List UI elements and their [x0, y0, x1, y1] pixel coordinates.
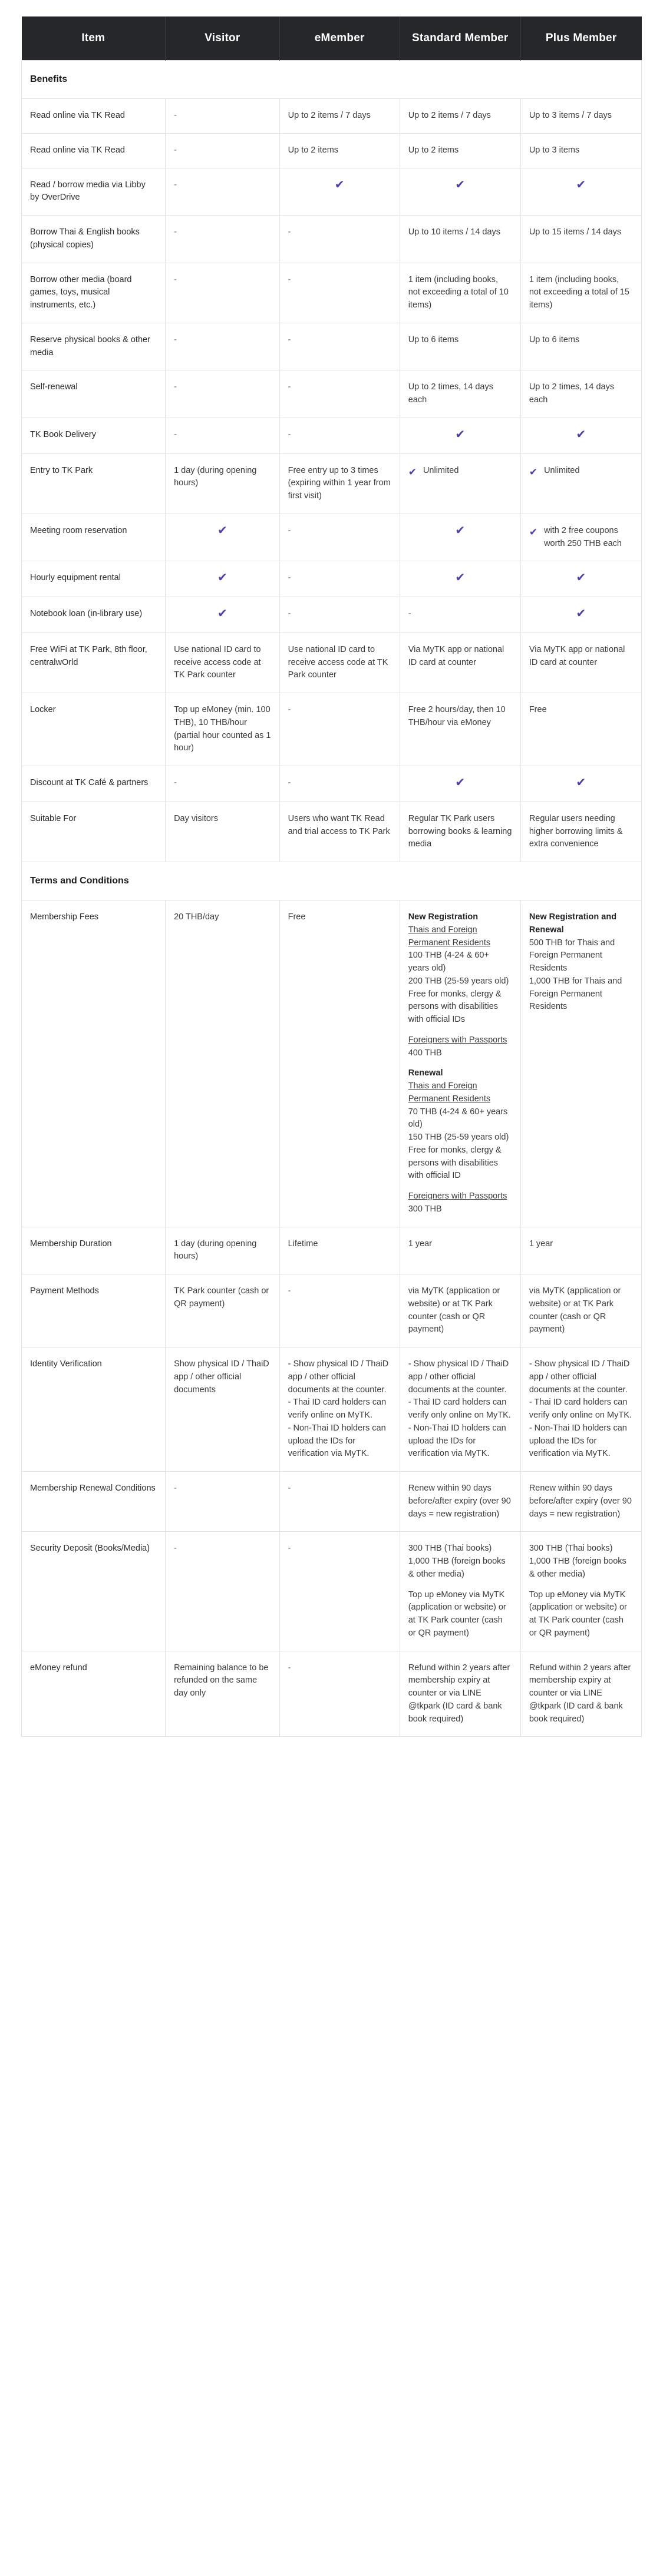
cell-visitor: 1 day (during opening hours)	[166, 1227, 280, 1274]
value-with-check	[529, 465, 633, 480]
cell-emember: -	[279, 1532, 400, 1651]
cell-item: eMoney refund	[22, 1651, 166, 1737]
spacer	[529, 1581, 633, 1589]
cell-plus-member: via MyTK (application or website) or at TK Park counter (cash or QR payment)	[520, 1274, 641, 1347]
cell-item: Discount at TK Café & partners	[22, 766, 166, 802]
cell-emember: -	[279, 1472, 400, 1532]
fee-line: 70 THB (4-24 & 60+ years old)	[408, 1107, 508, 1130]
cell-item: Payment Methods	[22, 1274, 166, 1347]
section-title: Benefits	[22, 61, 642, 99]
cell-item: Free WiFi at TK Park, 8th floor, centralwOrld	[22, 633, 166, 693]
fee-line: 300 THB (Thai books)	[408, 1544, 492, 1554]
column-header-plus-member: Plus Member	[520, 16, 641, 61]
cell-item: Notebook loan (in-library use)	[22, 597, 166, 633]
cell-standard-member: Up to 2 items / 7 days	[400, 99, 520, 134]
cell-emember: Free entry up to 3 times (expiring within 1 year from first visit)	[279, 453, 400, 514]
cell-item: Meeting room reservation	[22, 514, 166, 561]
cell-emember: -	[279, 323, 400, 370]
cell-plus-member	[520, 900, 641, 1227]
cell-emember: Up to 2 items / 7 days	[279, 99, 400, 134]
fee-line: Top up eMoney via MyTK (application or website) or at TK Park counter (cash or QR payment)	[408, 1590, 506, 1638]
table-row	[22, 1227, 642, 1274]
fee-line: 1,000 THB (foreign books & other media)	[529, 1557, 626, 1579]
checkmark-icon: ✔	[529, 466, 538, 478]
checkmark-icon: ✔	[334, 178, 345, 191]
checkmark-icon: ✔	[217, 524, 227, 537]
fee-line: 1,000 THB for Thais and Foreign Permanent Residents	[529, 976, 622, 1012]
cell-standard-member: Regular TK Park users borrowing books & learning media	[400, 802, 520, 862]
cell-emember: -	[279, 597, 400, 633]
table-row	[22, 1472, 642, 1532]
section-row	[22, 61, 642, 99]
detail-line: - Thai ID card holders can verify only online on MyTK.	[408, 1398, 511, 1420]
checkmark-icon: ✔	[576, 607, 586, 620]
cell-plus-member: Via MyTK app or national ID card at counter	[520, 633, 641, 693]
cell-visitor: Remaining balance to be refunded on the same day only	[166, 1651, 280, 1737]
table-row	[22, 766, 642, 802]
table-row	[22, 133, 642, 168]
cell-standard-member: Free 2 hours/day, then 10 THB/hour via eMoney	[400, 693, 520, 766]
cell-visitor: -	[166, 168, 280, 216]
spacer	[408, 1183, 512, 1190]
cell-visitor: -	[166, 1472, 280, 1532]
cell-visitor: Use national ID card to receive access code at TK Park counter	[166, 633, 280, 693]
cell-visitor	[166, 561, 280, 597]
value-with-check	[529, 525, 633, 551]
section-title: Terms and Conditions	[22, 862, 642, 900]
fee-heading: New Registration	[408, 912, 479, 922]
cell-standard-member	[400, 418, 520, 453]
table-row	[22, 263, 642, 323]
cell-emember: Free	[279, 900, 400, 1227]
table-row	[22, 1651, 642, 1737]
table-row	[22, 1274, 642, 1347]
cell-item: Locker	[22, 693, 166, 766]
cell-emember: -	[279, 418, 400, 453]
cell-plus-member	[520, 1532, 641, 1651]
table-row	[22, 802, 642, 862]
fee-subheading: Thais and Foreign Permanent Residents	[408, 1081, 491, 1104]
cell-plus-member	[520, 597, 641, 633]
cell-plus-member: Up to 2 times, 14 days each	[520, 370, 641, 418]
cell-item: Suitable For	[22, 802, 166, 862]
cell-item: Entry to TK Park	[22, 453, 166, 514]
cell-text: Unlimited	[544, 465, 580, 475]
cell-standard-member: Refund within 2 years after membership expiry at counter or via LINE @tkpark (ID card & bank book required)	[400, 1651, 520, 1737]
cell-plus-member: Up to 15 items / 14 days	[520, 216, 641, 263]
cell-visitor: TK Park counter (cash or QR payment)	[166, 1274, 280, 1347]
cell-standard-member: -	[400, 597, 520, 633]
fee-line: 500 THB for Thais and Foreign Permanent Residents	[529, 938, 615, 973]
cell-plus-member: Free	[520, 693, 641, 766]
detail-line: - Show physical ID / ThaiD app / other official documents at the counter.	[408, 1359, 509, 1395]
cell-item: Security Deposit (Books/Media)	[22, 1532, 166, 1651]
cell-text: with 2 free coupons worth 250 THB each	[544, 525, 622, 548]
cell-emember: Up to 2 items	[279, 133, 400, 168]
detail-line: - Non-Thai ID holders can upload the IDs for verification via MyTK.	[408, 1423, 506, 1459]
cell-plus-member	[520, 418, 641, 453]
checkmark-icon: ✔	[576, 428, 586, 441]
cell-emember: -	[279, 1274, 400, 1347]
cell-emember: -	[279, 514, 400, 561]
table-row	[22, 597, 642, 633]
fee-line: 300 THB	[408, 1204, 442, 1214]
cell-plus-member	[520, 453, 641, 514]
header-row	[22, 16, 642, 61]
cell-standard-member: 1 item (including books, not exceeding a total of 10 items)	[400, 263, 520, 323]
cell-standard-member	[400, 900, 520, 1227]
cell-emember: -	[279, 1651, 400, 1737]
checkmark-icon: ✔	[576, 571, 586, 585]
table-row	[22, 99, 642, 134]
spacer	[408, 1581, 512, 1589]
column-header-item: Item	[22, 16, 166, 61]
cell-standard-member: Up to 6 items	[400, 323, 520, 370]
detail-line: - Show physical ID / ThaiD app / other official documents at the counter.	[288, 1359, 389, 1395]
cell-item: Self-renewal	[22, 370, 166, 418]
cell-standard-member	[400, 766, 520, 802]
cell-visitor: 20 THB/day	[166, 900, 280, 1227]
cell-plus-member: 1 year	[520, 1227, 641, 1274]
cell-visitor: -	[166, 133, 280, 168]
cell-standard-member	[400, 168, 520, 216]
column-header-emember: eMember	[279, 16, 400, 61]
table-row	[22, 633, 642, 693]
detail-line: - Non-Thai ID holders can upload the IDs for verification via MyTK.	[288, 1423, 386, 1459]
checkmark-icon: ✔	[455, 428, 466, 441]
table-row	[22, 418, 642, 453]
cell-visitor: Day visitors	[166, 802, 280, 862]
cell-item: Hourly equipment rental	[22, 561, 166, 597]
fee-line: Top up eMoney via MyTK (application or website) or at TK Park counter (cash or QR payment)	[529, 1590, 627, 1638]
fee-line: 200 THB (25-59 years old)	[408, 976, 509, 986]
table-body	[22, 61, 642, 1737]
cell-visitor: -	[166, 766, 280, 802]
column-header-visitor: Visitor	[166, 16, 280, 61]
checkmark-icon: ✔	[408, 466, 417, 478]
table-row	[22, 561, 642, 597]
detail-line: - Non-Thai ID holders can upload the IDs for verification via MyTK.	[529, 1423, 627, 1459]
cell-plus-member: Renew within 90 days before/after expiry (over 90 days = new registration)	[520, 1472, 641, 1532]
section-row	[22, 862, 642, 900]
cell-plus-member: Up to 3 items / 7 days	[520, 99, 641, 134]
cell-standard-member	[400, 1347, 520, 1472]
fee-heading: New Registration and Renewal	[529, 912, 617, 935]
cell-standard-member: Up to 10 items / 14 days	[400, 216, 520, 263]
checkmark-icon: ✔	[529, 526, 538, 538]
cell-visitor: -	[166, 1532, 280, 1651]
cell-item: Read online via TK Read	[22, 99, 166, 134]
cell-visitor: -	[166, 99, 280, 134]
cell-standard-member	[400, 453, 520, 514]
fee-subheading: Foreigners with Passports	[408, 1035, 507, 1045]
cell-plus-member	[520, 1347, 641, 1472]
cell-visitor: -	[166, 216, 280, 263]
cell-item: Membership Fees	[22, 900, 166, 1227]
cell-item: Membership Duration	[22, 1227, 166, 1274]
cell-visitor: Show physical ID / ThaiD app / other official documents	[166, 1347, 280, 1472]
cell-visitor: Top up eMoney (min. 100 THB), 10 THB/hour (partial hour counted as 1 hour)	[166, 693, 280, 766]
table-row	[22, 453, 642, 514]
table-header	[22, 16, 642, 61]
cell-standard-member	[400, 1532, 520, 1651]
cell-item: TK Book Delivery	[22, 418, 166, 453]
table-row	[22, 323, 642, 370]
cell-item: Membership Renewal Conditions	[22, 1472, 166, 1532]
table-row	[22, 370, 642, 418]
column-header-standard-member: Standard Member	[400, 16, 520, 61]
table-row	[22, 514, 642, 561]
cell-standard-member: 1 year	[400, 1227, 520, 1274]
checkmark-icon: ✔	[576, 776, 586, 789]
cell-plus-member: 1 item (including books, not exceeding a total of 15 items)	[520, 263, 641, 323]
cell-visitor	[166, 597, 280, 633]
checkmark-icon: ✔	[455, 571, 466, 585]
cell-item: Borrow other media (board games, toys, musical instruments, etc.)	[22, 263, 166, 323]
membership-comparison-table	[21, 16, 642, 1737]
cell-visitor: -	[166, 323, 280, 370]
cell-emember: -	[279, 263, 400, 323]
cell-standard-member: Renew within 90 days before/after expiry (over 90 days = new registration)	[400, 1472, 520, 1532]
cell-visitor	[166, 514, 280, 561]
cell-emember: -	[279, 693, 400, 766]
cell-visitor: -	[166, 370, 280, 418]
cell-plus-member: Up to 6 items	[520, 323, 641, 370]
checkmark-icon: ✔	[217, 607, 227, 620]
detail-line: - Thai ID card holders can verify only online on MyTK.	[529, 1398, 632, 1420]
fee-line: 400 THB	[408, 1048, 442, 1058]
checkmark-icon: ✔	[576, 178, 586, 191]
cell-plus-member: Up to 3 items	[520, 133, 641, 168]
spacer	[408, 1059, 512, 1067]
cell-standard-member: Up to 2 items	[400, 133, 520, 168]
checkmark-icon: ✔	[455, 524, 466, 537]
cell-standard-member: Up to 2 times, 14 days each	[400, 370, 520, 418]
fee-heading: Renewal	[408, 1068, 443, 1078]
cell-plus-member	[520, 766, 641, 802]
checkmark-icon: ✔	[455, 776, 466, 789]
cell-plus-member	[520, 514, 641, 561]
cell-emember: -	[279, 766, 400, 802]
cell-plus-member	[520, 561, 641, 597]
cell-visitor: -	[166, 418, 280, 453]
cell-item: Reserve physical books & other media	[22, 323, 166, 370]
table-row	[22, 693, 642, 766]
fee-line: Free for monks, clergy & persons with disabilities with official ID	[408, 1145, 502, 1181]
cell-emember: Users who want TK Read and trial access to TK Park	[279, 802, 400, 862]
cell-emember: Lifetime	[279, 1227, 400, 1274]
detail-line: - Show physical ID / ThaiD app / other official documents at the counter.	[529, 1359, 630, 1395]
fee-subheading: Thais and Foreign Permanent Residents	[408, 925, 491, 948]
value-with-check	[408, 465, 512, 480]
cell-item: Read / borrow media via Libby by OverDrive	[22, 168, 166, 216]
fee-line: 150 THB (25-59 years old)	[408, 1133, 509, 1142]
cell-text: Unlimited	[423, 465, 459, 475]
spacer	[408, 1027, 512, 1034]
cell-standard-member	[400, 514, 520, 561]
cell-emember: -	[279, 370, 400, 418]
cell-visitor: -	[166, 263, 280, 323]
checkmark-icon: ✔	[217, 571, 227, 585]
cell-emember: Use national ID card to receive access code at TK Park counter	[279, 633, 400, 693]
fee-line: 300 THB (Thai books)	[529, 1544, 613, 1554]
cell-emember	[279, 1347, 400, 1472]
detail-line: - Thai ID card holders can verify online on MyTK.	[288, 1398, 387, 1420]
table-row	[22, 168, 642, 216]
cell-plus-member	[520, 168, 641, 216]
cell-plus-member: Refund within 2 years after membership expiry at counter or via LINE @tkpark (ID card & bank book required)	[520, 1651, 641, 1737]
fee-line: 1,000 THB (foreign books & other media)	[408, 1557, 506, 1579]
checkmark-icon: ✔	[455, 178, 466, 191]
cell-item: Borrow Thai & English books (physical copies)	[22, 216, 166, 263]
cell-standard-member	[400, 561, 520, 597]
fee-subheading: Foreigners with Passports	[408, 1191, 507, 1201]
fee-line: Free for monks, clergy & persons with disabilities with official IDs	[408, 989, 502, 1024]
table-row	[22, 216, 642, 263]
cell-standard-member: via MyTK (application or website) or at TK Park counter (cash or QR payment)	[400, 1274, 520, 1347]
table-row	[22, 1532, 642, 1651]
table-row	[22, 900, 642, 1227]
cell-plus-member: Regular users needing higher borrowing limits & extra convenience	[520, 802, 641, 862]
cell-emember	[279, 168, 400, 216]
cell-visitor: 1 day (during opening hours)	[166, 453, 280, 514]
cell-emember: -	[279, 216, 400, 263]
fee-line: 100 THB (4-24 & 60+ years old)	[408, 951, 489, 973]
cell-item: Read online via TK Read	[22, 133, 166, 168]
table-row	[22, 1347, 642, 1472]
cell-emember: -	[279, 561, 400, 597]
cell-item: Identity Verification	[22, 1347, 166, 1472]
cell-standard-member: Via MyTK app or national ID card at counter	[400, 633, 520, 693]
